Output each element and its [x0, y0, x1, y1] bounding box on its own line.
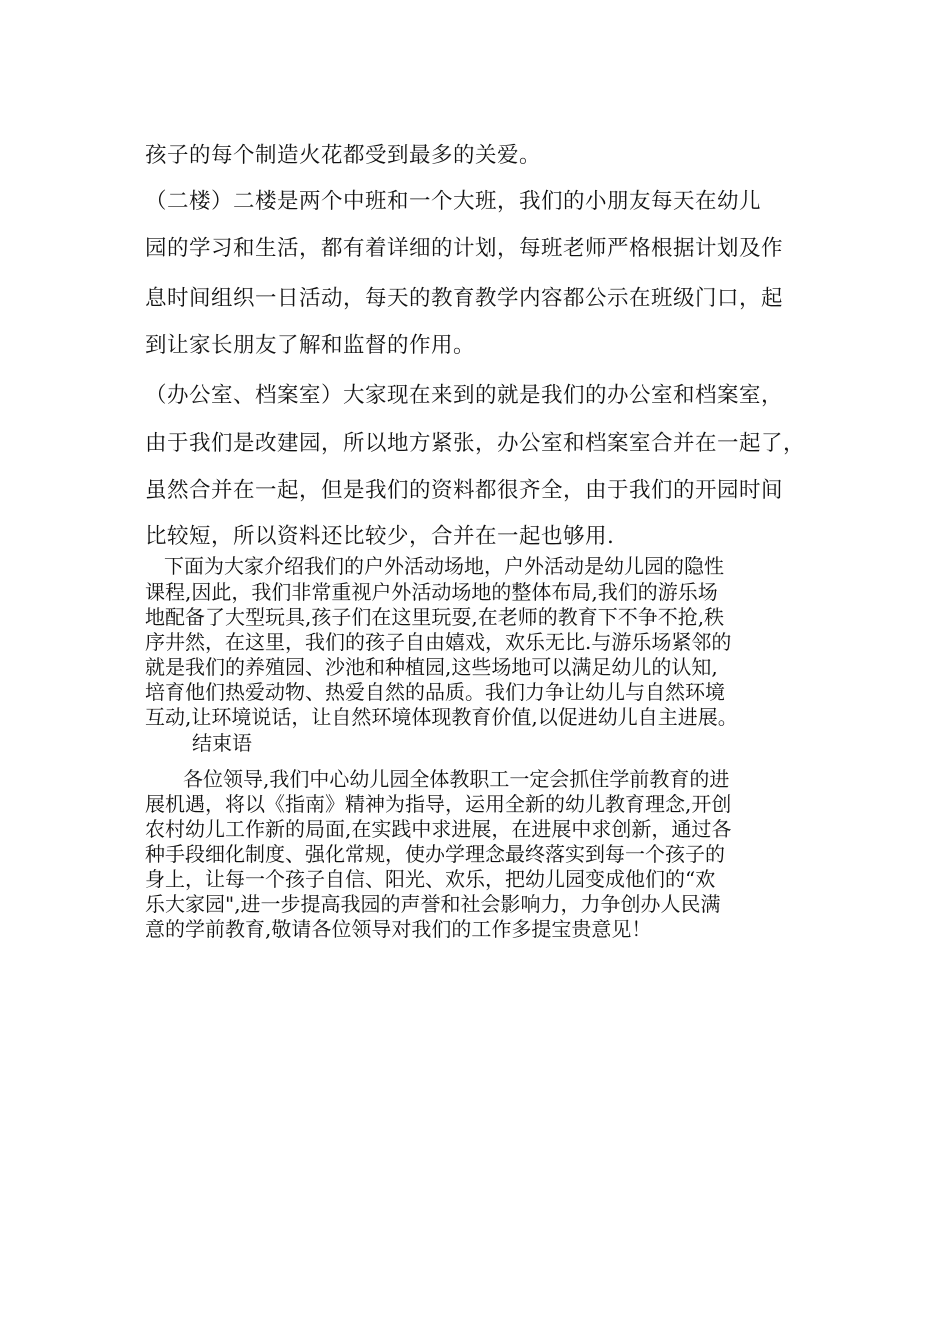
body-text-line: 孩子的每个制造火花都受到最多的关爱。: [145, 143, 542, 168]
body-text-line: 虽然合并在一起，但是我们的资料都很齐全，由于我们的开园时间: [145, 478, 784, 503]
body-text-line: 各位领导,我们中心幼儿园全体教职工一定会抓住学前教育的进: [183, 767, 730, 791]
body-text-line: 乐大家园",进一步提高我园的声誉和社会影响力，力争创办人民满: [145, 892, 721, 916]
body-text-line: 农村幼儿工作新的局面,在实践中求进展，在进展中求创新，通过各: [145, 817, 732, 841]
body-text-line: 种手段细化制度、强化常规，使办学理念最终落实到每一个孩子的: [145, 842, 725, 866]
body-text-line: 意的学前教育,敬请各位领导对我们的工作多提宝贵意见！: [145, 917, 652, 941]
body-text-line: 下面为大家介绍我们的户外活动场地，户外活动是幼儿园的隐性: [164, 554, 724, 578]
body-text-line: 比较短，所以资料还比较少，合并在一起也够用.: [145, 524, 615, 549]
body-text-line: （办公室、档案室）大家现在来到的就是我们的办公室和档案室，: [145, 383, 784, 408]
body-text-line: 息时间组织一日活动，每天的教育教学内容都公示在班级门口，起: [145, 286, 784, 311]
body-text-line: 培育他们热爱动物、热爱自然的品质。我们力争让幼儿与自然环境: [145, 680, 725, 704]
body-text-line: 序井然，在这里，我们的孩子自由嬉戏，欢乐无比.与游乐场紧邻的: [145, 630, 732, 654]
body-text-line: 展机遇，将以《指南》精神为指导，运用全新的幼儿教育理念,开创: [145, 792, 732, 816]
body-text-line: 课程,因此，我们非常重视户外活动场地的整体布局,我们的游乐场: [145, 580, 718, 604]
body-text-line: 互动,让环境说话，让自然环境体现教育价值,以促进幼儿自主进展。: [145, 705, 738, 729]
body-text-line: 到让家长朋友了解和监督的作用。: [145, 333, 476, 358]
body-text-line: 地配备了大型玩具,孩子们在这里玩耍,在老师的教育下不争不抢,秩: [145, 605, 725, 629]
body-text-line: 由于我们是改建园，所以地方紧张，办公室和档案室合并在一起了，: [145, 431, 806, 456]
body-text-line: 就是我们的养殖园、沙池和种植园,这些场地可以满足幼儿的认知,: [145, 655, 718, 679]
section-heading: 结束语: [192, 731, 252, 755]
body-text-line: （二楼）二楼是两个中班和一个大班，我们的小朋友每天在幼儿: [145, 189, 762, 214]
body-text-line: 身上，让每一个孩子自信、阳光、欢乐，把幼儿园变成他们的“欢: [145, 867, 716, 891]
body-text-line: 园的学习和生活，都有着详细的计划，每班老师严格根据计划及作: [145, 236, 784, 261]
